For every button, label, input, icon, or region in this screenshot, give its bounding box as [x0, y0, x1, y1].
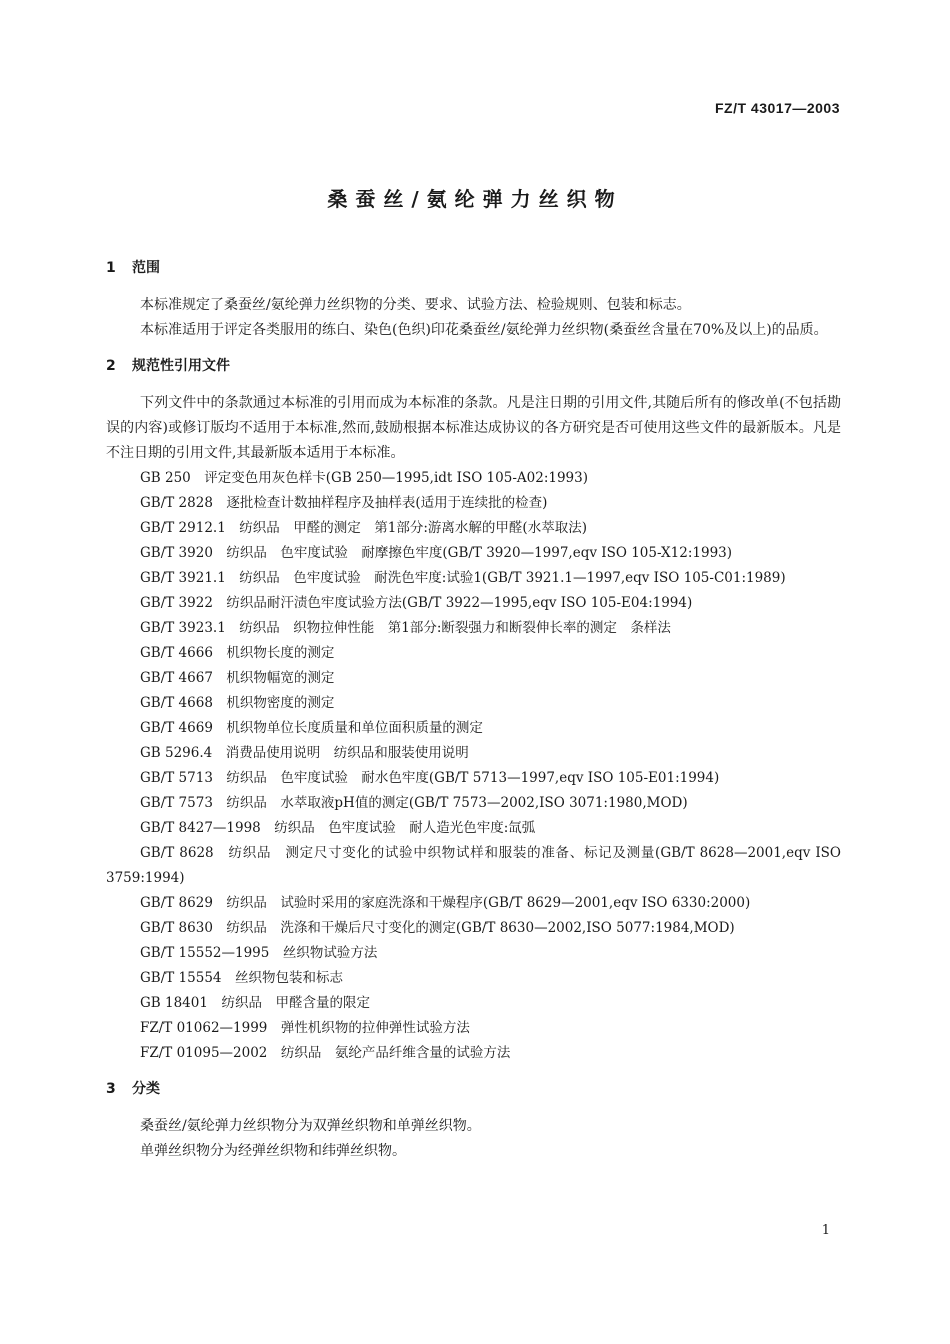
reference-item: GB/T 2912.1 纺织品 甲醛的测定 第1部分:游离水解的甲醛(水萃取法) [140, 520, 587, 536]
reference-list [106, 466, 841, 1066]
reference-item: GB/T 8427—1998 纺织品 色牢度试验 耐人造光色牢度:氙弧 [140, 820, 536, 836]
reference-item: GB/T 15552—1995 丝织物试验方法 [140, 945, 378, 961]
classification-paragraph: 桑蚕丝/氨纶弹力丝织物分为双弹丝织物和单弹丝织物。 [140, 1118, 481, 1134]
reference-item: GB/T 5713 纺织品 色牢度试验 耐水色牢度(GB/T 5713—1997,eqv ISO 105-E01:1994) [140, 770, 720, 786]
section-number: 3 [106, 1081, 116, 1097]
reference-item: GB/T 8630 纺织品 洗涤和干燥后尺寸变化的测定(GB/T 8630—2002,ISO 5077:1984,MOD) [140, 920, 735, 936]
reference-item: GB/T 4666 机织物长度的测定 [140, 645, 335, 661]
reference-item: GB/T 4668 机织物密度的测定 [140, 695, 335, 711]
reference-item: GB/T 2828 逐批检查计数抽样程序及抽样表(适用于连续批的检查) [140, 495, 548, 511]
section-title: 分类 [132, 1081, 160, 1097]
section-heading-classification [106, 1077, 841, 1102]
reference-item: GB 250 评定变色用灰色样卡(GB 250—1995,idt ISO 105-A02:1993) [140, 470, 588, 486]
reference-item: FZ/T 01062—1999 弹性机织物的拉伸弹性试验方法 [140, 1020, 470, 1036]
reference-item: GB/T 4669 机织物单位长度质量和单位面积质量的测定 [140, 720, 483, 736]
document-title: 桑蚕丝/氨纶弹力丝织物 [327, 187, 623, 211]
reference-item: GB 5296.4 消费品使用说明 纺织品和服装使用说明 [140, 745, 469, 761]
references-intro: 下列文件中的条款通过本标准的引用而成为本标准的条款。凡是注日期的引用文件,其随后所有的修改单(不包括勘误的内容)或修订版均不适用于本标准,然而,鼓励根据本标准达成协议的各方研究是否可使用这些文件的最新版本。凡是不注日期的引用文件,其最新版本适用于本标准。 [106, 395, 841, 461]
classification-paragraph: 单弹丝织物分为经弹丝织物和纬弹丝织物。 [140, 1143, 406, 1159]
scope-paragraph: 本标准规定了桑蚕丝/氨纶弹力丝织物的分类、要求、试验方法、检验规则、包装和标志。 [140, 297, 691, 313]
reference-item: GB/T 3922 纺织品耐汗渍色牢度试验方法(GB/T 3922—1995,eqv ISO 105-E04:1994) [140, 595, 693, 611]
reference-item: GB/T 3920 纺织品 色牢度试验 耐摩擦色牢度(GB/T 3920—1997,eqv ISO 105-X12:1993) [140, 545, 733, 561]
reference-item: FZ/T 01095—2002 纺织品 氨纶产品纤维含量的试验方法 [140, 1045, 511, 1061]
section-number: 1 [106, 260, 116, 276]
reference-item: GB/T 8628 纺织品 测定尺寸变化的试验中织物试样和服装的准备、标记及测量(GB/T 8628—2001,eqv ISO 3759:1994) [106, 845, 842, 886]
reference-item: GB 18401 纺织品 甲醛含量的限定 [140, 995, 370, 1011]
section-title: 规范性引用文件 [132, 358, 230, 374]
reference-item: GB/T 8629 纺织品 试验时采用的家庭洗涤和干燥程序(GB/T 8629—2001,eqv ISO 6330:2000) [140, 895, 751, 911]
page-number: 1 [821, 1223, 830, 1238]
section-heading-scope [106, 256, 841, 281]
section-heading-references [106, 354, 841, 379]
section-title: 范围 [132, 260, 160, 276]
section-number: 2 [106, 358, 116, 374]
reference-item: GB/T 4667 机织物幅宽的测定 [140, 670, 335, 686]
reference-item: GB/T 3921.1 纺织品 色牢度试验 耐洗色牢度:试验1(GB/T 3921.1—1997,eqv ISO 105-C01:1989) [140, 570, 786, 586]
document-body [106, 256, 841, 1164]
reference-item: GB/T 3923.1 纺织品 织物拉伸性能 第1部分:断裂强力和断裂伸长率的测定 条样法 [140, 620, 671, 636]
reference-item: GB/T 15554 丝织物包装和标志 [140, 970, 343, 986]
scope-paragraph: 本标准适用于评定各类服用的练白、染色(色织)印花桑蚕丝/氨纶弹力丝织物(桑蚕丝含量在70%及以上)的品质。 [140, 322, 828, 338]
standard-code: FZ/T 43017—2003 [714, 100, 840, 116]
reference-item: GB/T 7573 纺织品 水萃取液pH值的测定(GB/T 7573—2002,ISO 3071:1980,MOD) [140, 795, 688, 811]
